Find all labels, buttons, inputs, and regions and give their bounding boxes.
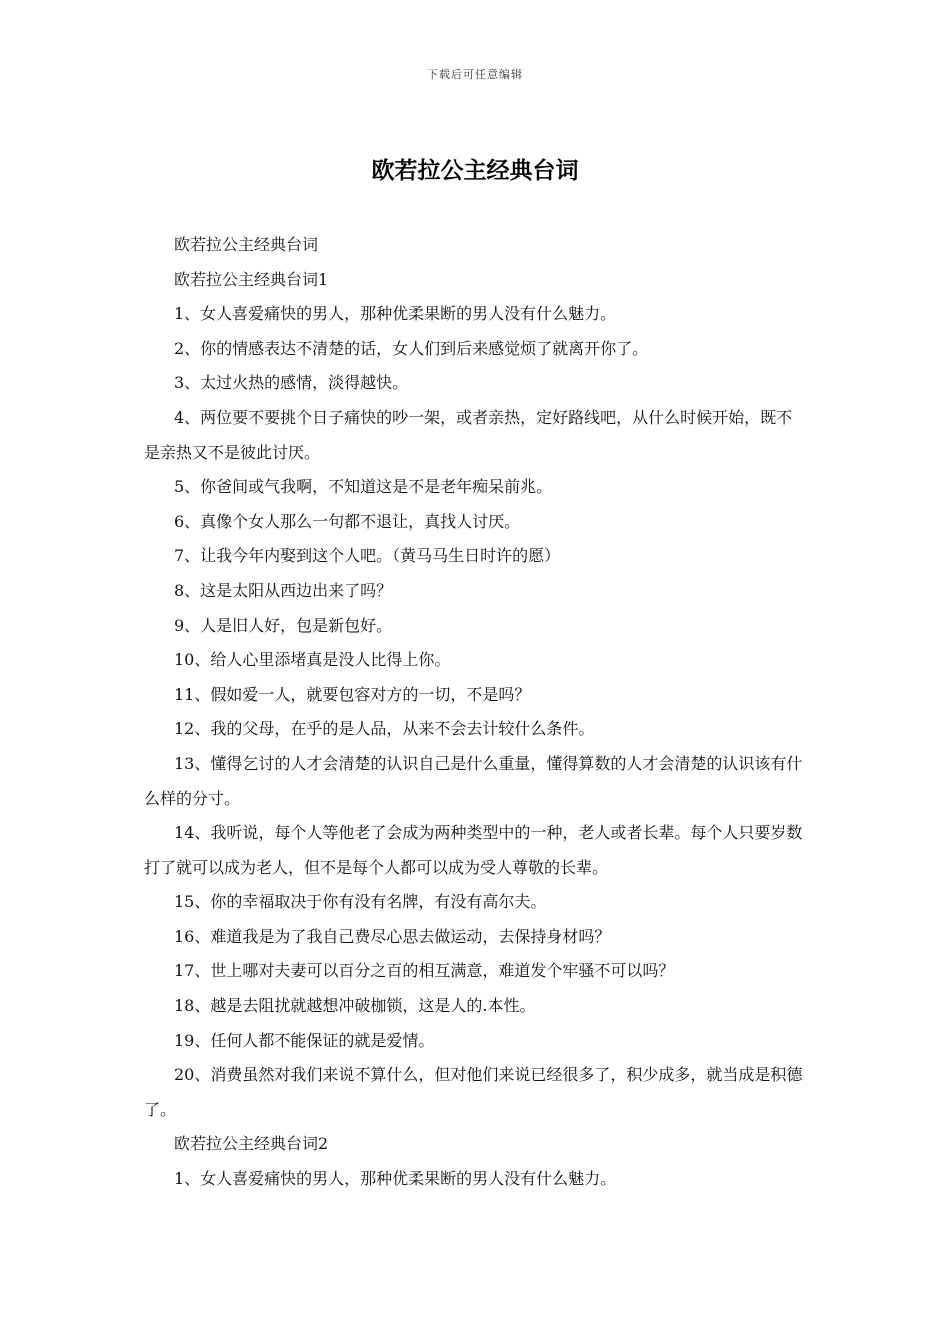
paragraph: 10、给人心里添堵真是没人比得上你。	[174, 650, 451, 670]
paragraph: 11、假如爱一人，就要包容对方的一切，不是吗？	[174, 684, 531, 704]
paragraph: 6、真像个女人那么一句都不退让，真找人讨厌。	[174, 511, 521, 531]
paragraph: 欧若拉公主经典台词	[174, 235, 319, 254]
paragraph: 7、让我今年内娶到这个人吧。（黄马马生日时许的愿）	[174, 546, 561, 566]
paragraph: 20、消费虽然对我们来说不算什么，但对他们来说已经很多了，积少成多，就当成是积德了。	[144, 1065, 803, 1119]
paragraph: 欧若拉公主经典台词1	[174, 269, 329, 289]
paragraph: 1、女人喜爱痛快的男人，那种优柔果断的男人没有什么魅力。	[174, 1169, 617, 1189]
paragraph: 16、难道我是为了我自己费尽心思去做运动，去保持身材吗？	[174, 926, 611, 946]
paragraph: 欧若拉公主经典台词2	[174, 1134, 329, 1154]
paragraph: 13、懂得乞讨的人才会清楚的认识自己是什么重量，懂得算数的人才会清楚的认识该有什么样的分寸。	[144, 753, 803, 808]
paragraph: 8、这是太阳从西边出来了吗？	[174, 580, 393, 600]
page-header-note: 下载后可任意编辑	[427, 68, 523, 81]
paragraph: 9、人是旧人好，包是新包好。	[174, 615, 393, 635]
paragraph: 15、你的幸福取决于你有没有名牌，有没有高尔夫。	[174, 892, 547, 912]
document-body	[144, 228, 806, 1197]
paragraph: 17、世上哪对夫妻可以百分之百的相互满意，难道发个牢骚不可以吗？	[174, 961, 675, 981]
document-title: 欧若拉公主经典台词	[371, 157, 579, 184]
paragraph: 12、我的父母，在乎的是人品，从来不会去计较什么条件。	[174, 719, 595, 739]
paragraph: 14、我听说，每个人等他老了会成为两种类型中的一种，老人或者长辈。每个人只要岁数打了就可以成为老人，但不是每个人都可以成为受人尊敬的长辈。	[144, 823, 803, 877]
paragraph: 5、你爸间或气我啊，不知道这是不是老年痴呆前兆。	[174, 477, 553, 497]
paragraph: 1、女人喜爱痛快的男人，那种优柔果断的男人没有什么魅力。	[174, 304, 617, 324]
paragraph: 18、越是去阻扰就越想冲破枷锁，这是人的.本性。	[174, 996, 536, 1016]
paragraph: 4、两位要不要挑个日子痛快的吵一架，或者亲热，定好路线吧，从什么时候开始，既不是亲热又不是彼此讨厌。	[144, 407, 793, 462]
paragraph: 2、你的情感表达不清楚的话，女人们到后来感觉烦了就离开你了。	[174, 338, 649, 358]
paragraph: 3、太过火热的感情，淡得越快。	[174, 373, 409, 393]
paragraph: 19、任何人都不能保证的就是爱情。	[174, 1030, 435, 1050]
